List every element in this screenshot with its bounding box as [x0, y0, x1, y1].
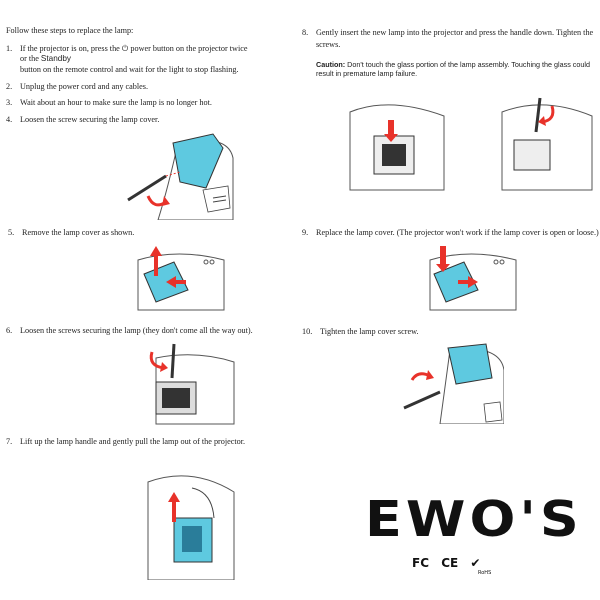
step-text: Lift up the lamp handle and gently pull the lamp out of the projector.: [20, 437, 246, 446]
step-number: 8.: [302, 28, 309, 37]
step-text: Loosen the screw securing the lamp cover.: [20, 115, 160, 124]
standby-key: Standby: [40, 54, 71, 63]
step-text: Tighten the lamp cover screw.: [320, 327, 419, 336]
illustration-tighten-cover-screw: [400, 340, 504, 424]
step-number: 9.: [302, 228, 309, 237]
caution-text: Don't touch the glass portion of the lamp assembly. Touching the glass could result in premature lamp failure.: [316, 60, 590, 78]
power-icon: ⏻: [121, 44, 129, 53]
step-number: 1.: [6, 44, 13, 53]
step-text: power button on the projector twice: [130, 44, 248, 53]
step-1-cont: [20, 54, 71, 64]
step-3: [6, 98, 212, 108]
intro-text: Follow these steps to replace the lamp:: [6, 26, 134, 35]
step-5: [8, 228, 134, 238]
step-6: [6, 326, 253, 336]
lamp-cover: [173, 134, 223, 188]
step-2: [6, 82, 148, 92]
checkmark-icon: ✔: [470, 556, 481, 570]
screwdriver: [128, 176, 166, 200]
step-number: 2.: [6, 82, 13, 91]
illustration-replace-cover: [420, 240, 520, 316]
screwdriver: [404, 392, 440, 408]
step-number: 5.: [8, 228, 15, 237]
step-text: If the projector is on, press the: [20, 44, 120, 53]
rohs-mark: RoHS: [478, 570, 492, 576]
illustration-remove-cover: [128, 240, 228, 316]
illustration-pull-lamp: [142, 462, 242, 580]
step-1: [6, 44, 248, 54]
step-8-cont: screws.: [316, 40, 341, 49]
step-text: Loosen the screws securing the lamp (they don't come all the way out).: [20, 326, 253, 335]
step-4: [6, 115, 159, 125]
step-number: 3.: [6, 98, 13, 107]
illustration-insert-lamp: [340, 92, 448, 192]
illustration-loosen-cover-screw: [118, 128, 238, 220]
fcc-mark: FC: [412, 556, 430, 570]
step-number: 7.: [6, 437, 13, 446]
step-text: Wait about an hour to make sure the lamp is no longer hot.: [20, 98, 212, 107]
step-number: 10.: [302, 327, 313, 336]
step-number: 6.: [6, 326, 13, 335]
screwdriver: [536, 98, 540, 132]
ce-mark: CE: [441, 556, 459, 570]
caution-label: Caution:: [316, 60, 346, 69]
step-7: [6, 437, 245, 447]
step-text: or the: [20, 54, 39, 63]
step-1-cont2: button on the remote control and wait for the light to stop flashing.: [20, 65, 239, 74]
illustration-loosen-lamp-screws: [136, 338, 236, 426]
step-text: Remove the lamp cover as shown.: [22, 228, 135, 237]
step-8: [302, 28, 593, 38]
step-text: Unplug the power cord and any cables.: [20, 82, 149, 91]
screwdriver: [172, 344, 174, 378]
step-10: [302, 327, 419, 337]
step-text: Replace the lamp cover. (The projector won't work if the lamp cover is open or loose.): [316, 228, 599, 237]
illustration-tighten-lamp-screws: [494, 92, 594, 192]
brand-logo: EWO'S: [365, 491, 583, 548]
caution-note: [316, 60, 600, 78]
lamp-cover: [448, 344, 492, 384]
step-9: [302, 228, 599, 238]
step-number: 4.: [6, 115, 13, 124]
step-text: Gently insert the new lamp into the projector and press the handle down. Tighten the: [316, 28, 594, 37]
certification-marks: [412, 556, 492, 576]
